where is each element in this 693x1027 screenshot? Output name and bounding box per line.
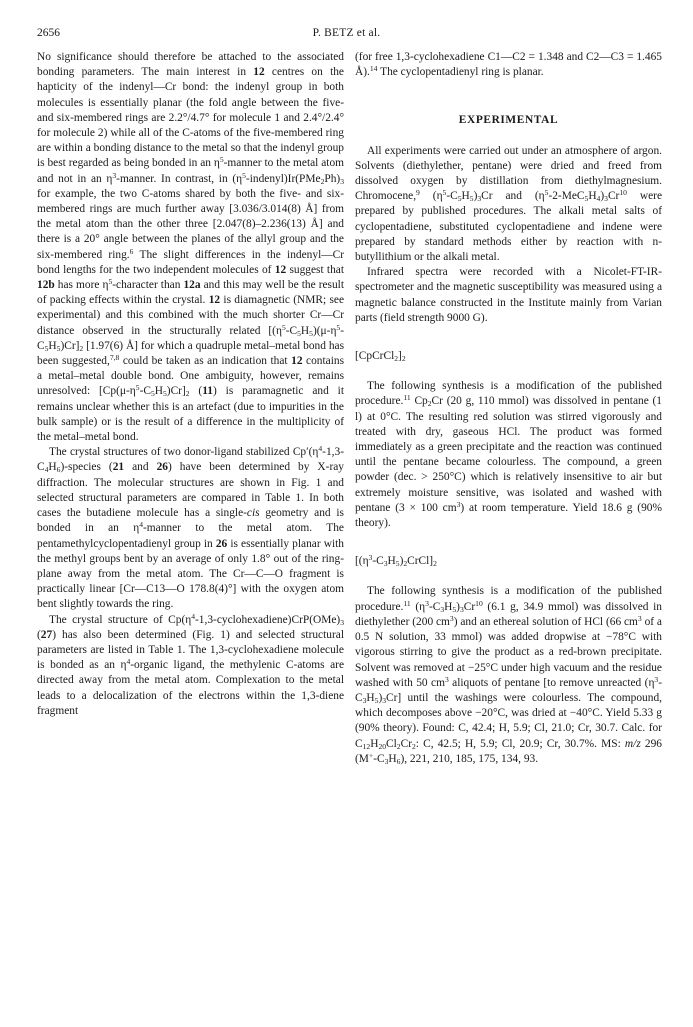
paragraph-instruments: Infrared spectra were recorded with a Nicolet-FT-IR-spectrometer and the magnetic susceptibility was measured using a magnetic balance constructed in the Institute mainly from Varian parts (field strength 9000 G).: [355, 266, 662, 324]
paragraph-indenyl-hapticity: No significance should therefore be attached to the associated bonding parameters. The main interest in 12 centres on the hapticity of the indenyl—Cr bond: the indenyl group in both molecules is essentially planar (the fold angle between the five- and six-membered rings are 2.2°/4.7° for molecule 1 and 2.4°/2.4° for molecule 2) while all of the C-atoms of the five-membered ring are within a bonding distance to the metal so that the indenyl group is best regarded as being bonded in an $\eta^5$-manner to the metal atom and not in an $\eta^3$-manner. In contrast, in $(\eta^5-indenyl)Ir(PMe_2Ph)_3$ for example, the two C-atoms shared by both the five- and six-membered rings are much further away [3.036/3.014(8) Å] from the metal atom than the other three [2.047(8)–2.236(13) Å] and there is a 20° angle between the planes of the allyl group and the six-membered ring.$^6$ The slight differences in the indenyl—Cr bond lengths for the two independent molecules of 12 suggest that 12b has more $\eta^5$-character than 12a and this may well be the result of packing effects within the crystal. 12 is diamagnetic (NMR; see experimental) and this combined with the much shorter Cr—Cr distance observed in the structurally related $[(\eta^5-C_5H_5)(\mu-\eta^5-C_5H_5)Cr]_2$ [1.97(6) Å] for which a quadruple metal–metal bond has been suggested,$^{7,8}$ could be taken as an indication that 12 contains a metal–metal double bond. One ambiguity, however, remains unresolved: $[Cp(\mu-\eta^5-C_5H_5)Cr]_2$ (11) is paramagnetic and it remains unclear whether this is an artefact (due to impurities in the bulk sample) or is the result of a difference in the multiplicity of the metal–metal bond.: [37, 51, 345, 444]
subheading-cpcrcl2: $[CpCrCl_2]_2$: [355, 350, 406, 364]
paragraph-allyl-crcl-synthesis: The following synthesis is a modification of the published procedure.$^{11}$ $(\eta^3-C_3H_5)_3Cr^{10}$ (6.1 g, 34.9 mmol) was dissolved in diethylether (200 $cm^3$) and an ethereal solution of HCl (66 $cm^3$ of a 0.5 N solution, 33 mmol) was added dropwise at −78°C with vigorous stirring to give the product as a red-brown precipitate. Solvent was removed at −25°C under high vacuum and the residue washed with 50 $cm^3$ aliquots of pentane [to remove unreacted $(\eta^3-C_3H_5)_3Cr$] until the washings were colourless. The compound, which decomposes above −20°C, was dried at −40°C. Yield 5.33 g (90% theory). Found: C, 42.4; H, 5.9; Cl, 21.0; Cr, 30.7. Calc. for $C_{12}H_{20}Cl_2Cr_2$: C, 42.5; H, 5.9; Cl, 20.9; Cr, 30.7%. MS: m/z 296 $(M^+-C_3H_6)$, 221, 210, 185, 175, 134, 93.: [355, 585, 663, 766]
left-column: [37, 50, 344, 719]
paragraph-cpcrcl2-synthesis: The following synthesis is a modification of the published procedure.$^{11}$ $Cp_2Cr$ (20 g, 110 mmol) was dissolved in pentane (1 l) at 0°C. The resulting red solution was stirred vigorously and treated with dry, gaseous HCl. The product was formed immediately as a green precipitate and the reaction was continued until the pentane became colourless. The compound, a green powder (dec. > 250°C) which is relatively insensitive to air but extremely moisture sensitive, was isolated and washed with pentane (3 × 100 $cm^3$) at room temperature. Yield 18.6 g (90% theory).: [355, 380, 662, 530]
paragraph-cyclohexadiene-continued: (for free 1,3-cyclohexadiene C1—C2 = 1.348 and C2—C3 = 1.465 Å).$^{14}$ The cyclopentadienyl ring is planar.: [355, 51, 662, 79]
running-title: P. BETZ et al.: [312, 27, 381, 39]
paragraph-butadiene-structures: The crystal structures of two donor-ligand stabilized $Cp'(\eta^4-1,3-C_4H_6)$-species (21 and 26) have been determined by X-ray diffraction. The molecular structures are shown in Fig. 1 and selected structural parameters are compared in Table 1. In both cases the butadiene molecule has a single-cis geometry and is bonded in an $\eta^4$-manner to the metal atom. The pentamethylcyclopentadienyl group in 26 is essentially planar with the methyl groups bent by an average of only 1.8° out of the ring-plane away from the metal atom. The Cr—C—O fragment is practically linear [Cr—C13—O 178.8(4)°] with the oxygen atom bent slightly towards the ring.: [37, 444, 344, 611]
page-number: 2656: [37, 27, 60, 39]
section-heading-experimental: EXPERIMENTAL: [458, 114, 559, 127]
paragraph-cyclohexadiene-structure: The crystal structure of $Cp(\eta^4-1,3-cyclohexadiene)CrP(OMe)_3$ (27) has also been determined (Fig. 1) and selected structural parameters are listed in Table 1. The 1,3-cyclohexadiene molecule is bonded as an $\eta^4$-organic ligand, the methylenic C-atoms are directed away from the metal atom. Complexation to the metal leads to a delocalization of the electrons within the 1,3-diene fragment: [37, 611, 344, 717]
subheading-allyl-crcl: $[(\eta^3-C_3H_5)_2CrCl]_2$: [355, 553, 437, 569]
right-column: [355, 50, 662, 767]
paragraph-general-methods: All experiments were carried out under an atmosphere of argon. Solvents (diethylether, pentane) were dried and freed from dissolved oxygen by distillation from diethylmagnesium. Chromocene,$^9$ $(\eta^5-C_5H_5)_3Cr$ and $(\eta^5-2-MeC_5H_4)_3Cr^{10}$ were prepared by published procedures. The alkali metal salts of cyclopentadiene, substituted cyclopentadiene and indene were prepared by standard methods either by reaction with n-butyllithium or the alkali metal.: [355, 144, 662, 264]
